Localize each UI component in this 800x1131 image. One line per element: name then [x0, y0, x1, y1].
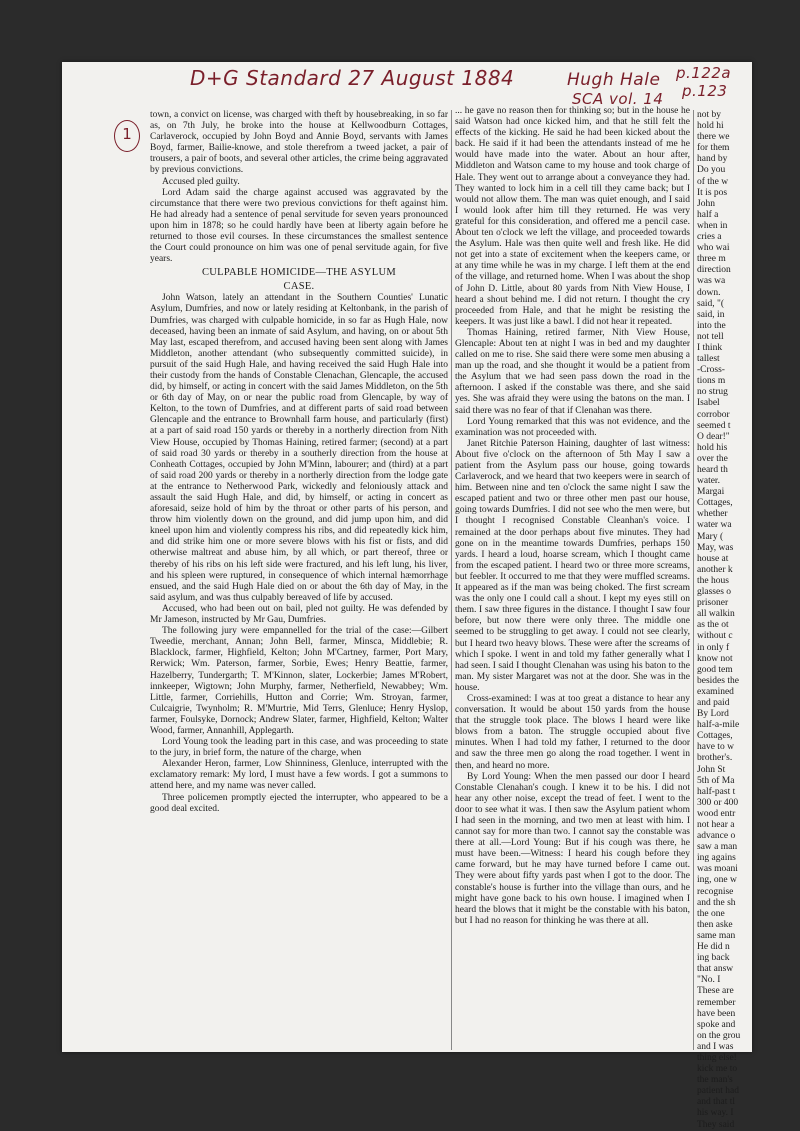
- column-3-line: ing back: [697, 953, 730, 964]
- column-3-line: seemed t: [697, 420, 731, 431]
- column-3-line: the hous: [697, 575, 729, 586]
- column-3-line: was wa: [697, 276, 726, 287]
- column-3-line: and that tl: [697, 1097, 735, 1108]
- column-3-line: when in: [697, 220, 728, 231]
- column-3-line: have been: [697, 1008, 736, 1019]
- column-3-line: hand by: [697, 154, 728, 165]
- handwritten-ref: SCA vol. 14: [572, 90, 664, 108]
- column-3-line: glasses o: [697, 587, 732, 598]
- column-rule: [451, 110, 452, 1050]
- column-3-line: 5th of Ma: [697, 775, 735, 786]
- column-3-line: Mary (: [697, 531, 724, 542]
- handwritten-subject: Hugh Hale: [567, 70, 661, 90]
- circled-number: [114, 120, 140, 152]
- column-3-line: thing else!: [697, 1052, 737, 1063]
- paragraph: town, a convict on license, was charged with theft by housebreaking, in so far as, on 7th July, he broke into the house at Kellwoodburn Cottages, Carlaverock, occupied by John Boyd and Annie Boyd, servants with James Boyd, farmer, Bailie-knowe, and stole therefrom a tweed jacket, a pair of trousers, a pair of boots, and several other articles, the crime being aggravated by previous convictions.: [150, 110, 448, 176]
- paragraph: Three policemen promptly ejected the interrupter, who appeared to be a good deal excited.: [150, 792, 448, 814]
- column-3-line: not hear a: [697, 820, 735, 830]
- column-3-line: the one: [697, 908, 725, 919]
- paragraph: By Lord Young: When the men passed our door I heard Constable Clenahan's cough. I knew it to be his. I did not hear any other noise, except the tread of feet. I went to the door to see what it was. I then saw the Asylum patient whom I had seen in the morning, and two men at least with him. I cannot say for more than two. I cannot say the constable was there at all.—Lord Young: But if his cough was there, he must have been.—Witness: I heard his cough before they came forward, but he may have turned before I came out. They were about fifty yards past when I got to the door. The constable's house is further into the village than ours, and he might have gone back to his own house. I imagined when I heard the blows that it might be the constable with his baton, but I had no reason for thinking he was there at all.: [455, 771, 690, 926]
- section-subheading: CASE.: [283, 281, 315, 293]
- column-3-line: in only f: [697, 642, 730, 653]
- column-3-line: tions m: [697, 376, 726, 387]
- article-column-3-cropped: [697, 110, 747, 1130]
- column-3-line: besides the: [697, 675, 739, 686]
- column-3-line: same man: [697, 930, 736, 941]
- paragraph: John Watson, lately an attendant in the Southern Counties' Lunatic Asylum, Dumfries, and now or lately residing at Keltonbank, in the parish of Dumfries, was charged with culpable homicide, in so far as Hugh Hale, now deceased, having been an inmate of said Asylum, and having, on or about 5th May last, escaped therefrom, and accused having been sent along with James Middleton, another attendant (who subsequently committed suicide), in pursuit of the said Hugh Hale, and having received the said Hugh Hale into their custody from the hands of Constable Clenachan, Glencaple, the accused did, by himself, or acting in concert with the said James Middleton, on the 5th or 6th day of May, on or near the public road from Glencaple, by way of Kelton, to the town of Dumfries, and at different parts of said road between Glencaple and the entrance to Brownhall farm house, and particularly (first) at a part of said road 150 yards or thereby in a northerly direction from Nith View House, occupied by Thomas Haining, retired farmer; (second) at a part of said road 30 yards or thereby in a southerly direction from the house at Conheath Cottages, occupied by John M'Minn, labourer; and (third) at a part of said road 200 yards or thereby in a northerly direction from the lodge gate at the entrance to Netherwood Park, wickedly and feloniously attack and assault the said Hugh Hale, and did, by himself, or acting in concert as aforesaid, seize hold of him by the throat or other parts of his person, and throw him violently down on the ground, and did jump upon him, and did kneel upon him and violently compress his ribs, and did repeatedly kick him, and did strike him one or more severe blows with his fist or fists, and did otherwise maltreat and abuse him, by all which, or part thereof, three or thereby of his ribs on his left side were fractured, and his left lung, his liver, and his spleen were ruptured, in consequence of which internal hæmorrhage ensued, and the said Hugh Hale died on or about the 6th day of May, in the said asylum, and was thus culpably bereaved of life by accused.: [150, 293, 448, 603]
- column-3-line: as the ot: [697, 620, 729, 631]
- column-3-line: and the sh: [697, 897, 736, 908]
- column-3-line: good tem: [697, 664, 733, 675]
- paragraph: Accused pled guilty.: [162, 176, 240, 187]
- column-3-line: corrobor: [697, 409, 730, 420]
- column-3-line: have to w: [697, 742, 734, 753]
- paragraph: Lord Young remarked that this was not evidence, and the examination was not proceeded with.: [455, 416, 690, 438]
- column-3-line: know not: [697, 653, 733, 664]
- column-3-line: into the: [697, 320, 726, 331]
- paragraph: Alexander Heron, farmer, Low Shinniness, Glenluce, interrupted with the exclamatory remark: My lord, I must have a few words. I got a summons to attend here, and my name was never called.: [150, 759, 448, 792]
- column-3-line: May, was: [697, 542, 734, 553]
- article-column-1: [150, 110, 448, 1050]
- column-3-line: all walkin: [697, 609, 735, 620]
- column-3-line: heard th: [697, 465, 728, 475]
- column-3-line: It is pos: [697, 187, 728, 198]
- column-3-line: These are: [697, 986, 734, 997]
- column-3-line: Cottages,: [697, 498, 733, 509]
- column-3-line: three m: [697, 254, 726, 265]
- column-3-line: half-a-mile: [697, 720, 740, 731]
- column-3-line: direction: [697, 265, 731, 276]
- column-3-line: spoke and: [697, 1019, 736, 1030]
- paragraph: Cross-examined: I was at too great a distance to hear any conversation. It would be about 150 yards from the house that the struggle took place. The blows I heard were like blows from a baton. The struggle occupied about five minutes. When I had told my father, I returned to the door and saw the three men go along the road together. I went in then, and heard no more.: [455, 693, 690, 771]
- column-3-line: no strug: [697, 387, 728, 398]
- column-3-line: wood entr: [697, 808, 736, 819]
- column-3-line: prisoner: [697, 598, 729, 609]
- column-3-line: advance o: [697, 831, 736, 842]
- column-3-line: kick me to: [697, 1064, 738, 1075]
- column-3-line: -Cross-: [697, 365, 725, 376]
- column-3-line: house at: [697, 553, 729, 564]
- paragraph: The following jury were empannelled for the trial of the case:—Gilbert Tweedie, merchant, Annan; John Bell, farmer, Minsca, Middlebie; R. Blacklock, farmer, Highfield, Kelton; John M'Cartney, farmer, Port Mary, Rerwick; Wm. Paterson, farmer, Sorbie, Ewes; Henry Beattie, farmer, Hazelberry, Tundergarth; T. M'Kinnon, slater, Lockerbie; James M'Robert, innkeeper, Wigtown; John Murphy, farmer, Netherfield, Newabbey; Wm. Little, farmer, Corriehills, Hutton and Corrie; Wm. Stroyan, farmer, Culcaigrie, Twynholm; R. M'Murtrie, Mid Terrs, Glenluce; Henry Hyslop, farmer, Foulsyke, Dornock; Andrew Slater, farmer, Highfield, Kelton; Walter Wood, farmer, Annanhill, Applegarth.: [150, 626, 448, 736]
- column-3-line: John St: [697, 764, 726, 775]
- column-3-line: He did n: [697, 942, 730, 953]
- paragraph: Lord Adam said the charge against accused was aggravated by the circumstance that there were two previous convictions for theft against him. He had already had a sentence of penal servitude for seven years pronounced upon him in 1878; so he could hardly have been at liberty again before he returned to those evil courses. In these circumstances the smallest sentence the Court could pronounce on him was one of penal servitude again, for five years.: [150, 187, 448, 265]
- column-3-line: tallest: [697, 354, 720, 365]
- column-3-line: not tell: [697, 331, 724, 342]
- column-3-line: said, in: [697, 309, 725, 320]
- column-3-line: water wa: [697, 520, 732, 531]
- column-3-line: water.: [697, 476, 720, 487]
- handwritten-source: D+G Standard 27 August 1884: [190, 66, 515, 90]
- column-3-line: 300 or 400: [697, 797, 739, 808]
- circled-number-text: 1: [122, 125, 132, 143]
- column-rule: [693, 110, 694, 1050]
- column-3-line: hold hi: [697, 121, 724, 132]
- column-3-line: patient had: [697, 1086, 739, 1097]
- column-3-line: I think: [697, 342, 723, 353]
- column-3-line: that answ: [697, 964, 734, 975]
- column-3-line: ing, one w: [697, 875, 737, 886]
- paragraph: ... he gave no reason then for thinking so; but in the house he said Watson had once kicked him, and that he still felt the effects of the kicking. He said he had been kicked about the back. He said if it had been the attendants instead of me he would have made into the water. About an hour after, Middleton and Watson came to my house and took charge of Hale. They went out to arrange about a conveyance they had. They wanted to lock him in a cell till they came back; but I would not allow them. The man was quiet enough, and I said I would look after him till they returned. He was very grateful for this consideration, and offered me a pencil case. About ten o'clock we left the village, and proceeded towards the Asylum. Hale was then quite well and fresh like. He did not get into a state of excitement when the keepers came, or at any time while he was in my charge. I left them at the end of the village, and returned home. When I was about the shop of John D. Little, about 80 yards from Nith View House, I heard a shout behind me. I did not return. I thought the cry proceeded from Hale, and that he might be resisting the keepers. It was just like a bawl. I did not hear it repeated.: [455, 106, 690, 327]
- column-3-line: examined: [697, 686, 734, 697]
- column-3-line: O dear!": [697, 431, 730, 442]
- column-3-line: said, "(: [697, 298, 725, 309]
- column-3-line: Isabel: [697, 398, 720, 409]
- column-3-line: another k: [697, 564, 733, 575]
- column-3-line: whether: [697, 509, 728, 520]
- column-3-line: They said: [697, 1119, 735, 1130]
- column-3-line: ing agains: [697, 853, 736, 864]
- column-3-line: who wai: [697, 243, 730, 254]
- column-3-line: on the grou: [697, 1030, 741, 1041]
- column-3-line: Cottages,: [697, 731, 733, 742]
- column-3-line: and I was: [697, 1041, 734, 1052]
- column-3-line: without c: [697, 631, 733, 642]
- column-3-line: John: [697, 198, 715, 209]
- handwritten-page-top: p.122a: [676, 64, 732, 82]
- column-3-line: for them: [697, 143, 730, 154]
- column-3-line: By Lord: [697, 709, 729, 720]
- column-3-line: the man's: [697, 1075, 733, 1086]
- section-heading: CULPABLE HOMICIDE—THE ASYLUM: [201, 267, 397, 279]
- column-3-line: and paid: [697, 697, 730, 708]
- column-3-line: there we: [697, 132, 730, 143]
- column-3-line: not by: [697, 110, 722, 120]
- column-3-line: Do you: [697, 165, 726, 176]
- column-3-line: hold his: [697, 442, 728, 453]
- column-3-line: then aske: [697, 919, 733, 930]
- column-3-line: of the w: [697, 176, 729, 187]
- column-3-line: half a: [697, 209, 719, 220]
- column-3-line: cries a: [697, 232, 722, 243]
- handwritten-page-bottom: p.123: [682, 82, 728, 100]
- column-3-line: his way. I: [697, 1108, 734, 1119]
- column-3-line: over the: [697, 453, 728, 464]
- paragraph: Lord Young took the leading part in this case, and was proceeding to state to the jury, in brief form, the nature of the charge, when: [150, 737, 448, 759]
- paragraph: Thomas Haining, retired farmer, Nith View House, Glencaple: About ten at night I was in bed and my daughter called on me to rise. She said there were some men abusing a man up the road, and she thought it would be a patient from the Asylum that we had seen pass down the road in the afternoon. I asked if the constable was there, and she said yes. She was afraid they were using the batons on the man. I said there was no fear of that if Clenahan was there.: [455, 327, 690, 416]
- column-3-line: brother's.: [697, 753, 733, 764]
- column-3-line: "No. I: [697, 975, 721, 986]
- paragraph: Accused, who had been out on bail, pled not guilty. He was defended by Mr Jameson, instructed by Mr Gau, Dumfries.: [150, 603, 448, 626]
- column-3-line: saw a man: [697, 842, 738, 853]
- column-3-line: recognise: [697, 886, 734, 897]
- column-3-line: down.: [697, 287, 721, 298]
- paragraph: Janet Ritchie Paterson Haining, daughter of last witness: About five o'clock on the afternoon of 5th May I saw a patient from the Asylum pass our house, going towards Carlaverock, and we heard that two keepers were in search of him. Between nine and ten o'clock the same night I saw the escaped patient and two or three other men past our house, going towards Dumfries. I did not see who the men were, but I thought I recognised Constable Cleanhan's voice. I remained at the door perhaps about five minutes. They had gone on in the meantime towards Dumfries, perhaps 150 yards. I heard a loud, hoarse scream, which I thought came from the escaped patient. I heard two or three more screams, but feebler. It occurred to me that they were muffled screams. It appeared as if the man was being choked. The first scream was the only one I could call a shout. I kept my eyes still on them. I saw three figures in the distance. I thought I saw four before, but now there were only three. The middle one seemed to be struggling to get away. I could not see clearly, but I heard two heavy blows. These were after the screams of which I spoke. I went in and told my father generally what I had seen. I said I thought Clenahan was using his baton to the man. My sister Margaret was not at the door. She was in the house.: [455, 438, 690, 693]
- column-3-line: was moani: [697, 864, 738, 875]
- article-column-2: [455, 106, 690, 1050]
- column-3-line: Margai: [697, 487, 725, 498]
- column-3-line: half-past t: [697, 786, 736, 797]
- column-3-line: remember: [697, 997, 736, 1008]
